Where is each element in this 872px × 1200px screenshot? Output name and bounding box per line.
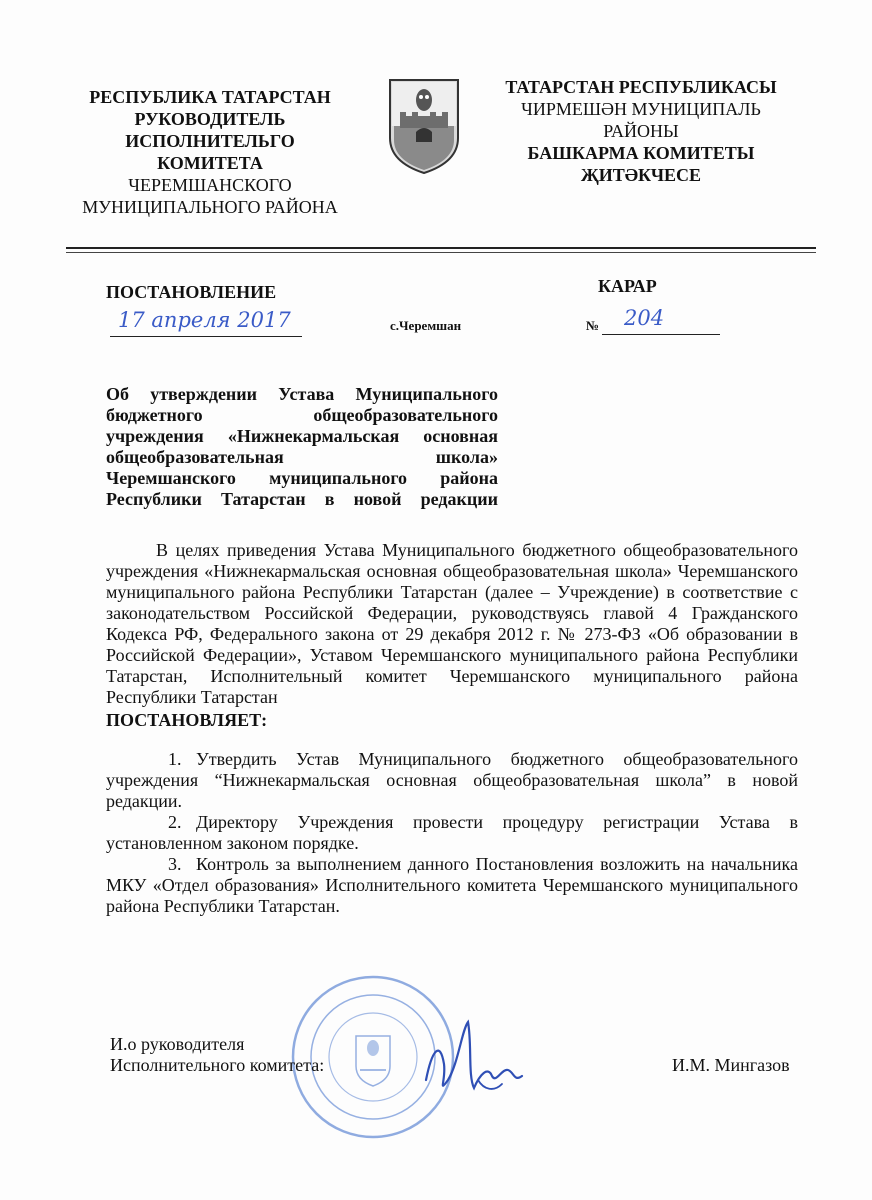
title-line: учреждения «Нижнекармальская основная — [106, 426, 498, 446]
document-body — [106, 540, 798, 917]
list-item-text: Директору Учреждения провести процедуру регистрации Устава в установленном законом порядке. — [106, 812, 798, 853]
date-field — [110, 308, 302, 337]
header-divider — [66, 247, 816, 249]
list-item — [106, 854, 798, 917]
date-handwritten: 17 апреля 2017 — [118, 308, 291, 332]
header-left-line: ИСПОЛНИТЕЛЬГО — [125, 131, 295, 151]
header-left — [60, 86, 360, 218]
coat-of-arms-icon — [386, 76, 462, 176]
number-handwritten: 204 — [624, 306, 665, 330]
header-right-line: ҖИТӘКЧЕСЕ — [580, 165, 702, 185]
header-right-line: ЧИРМЕШӘН МУНИЦИПАЛЬ — [521, 99, 761, 119]
document-title — [106, 384, 498, 510]
title-line: Республики Татарстан в новой редакции — [106, 489, 498, 509]
number-prefix: № — [586, 318, 600, 333]
list-item-number: 1. — [168, 749, 182, 769]
signature-mark — [418, 1010, 528, 1110]
place: с.Черемшан — [390, 318, 462, 333]
intro-paragraph: В целях приведения Устава Муниципального бюджетного общеобразовательного учреждения «Нижнекармальская основная общеобразовательная школа» Черемшанского муниципального района Республики Татарстан (далее – Учреждение) в соответствие с законодательством Российской Федерации, руководствуясь главой 4 Гражданского Кодекса РФ, Федерального закона от 29 декабря 2012 г. № 273-ФЗ «Об образовании в Российской Федерации», Уставом Черемшанского муниципального района Республики Татарстан, Исполнительный комитет Черемшанского муниципального района Республики Татарстан — [106, 540, 798, 707]
list-item-number: 2. — [168, 812, 182, 832]
list-item — [106, 812, 798, 854]
header-right-line: РАЙОНЫ — [603, 121, 679, 141]
header-left-line: МУНИЦИПАЛЬНОГО РАЙОНА — [82, 197, 338, 217]
list-item — [106, 749, 798, 812]
list-item-text: Утвердить Устав Муниципального бюджетного общеобразовательного учреждения “Нижнекармальская основная общеобразовательная школа” в новой редакции. — [106, 749, 798, 811]
title-line: Об утверждении Устава Муниципального — [106, 384, 498, 404]
signatory-position-line: Исполнительного комитета: — [110, 1055, 325, 1075]
signatory-position-line: И.о руководителя — [110, 1034, 245, 1054]
doc-kind-tt: КАРАР — [598, 276, 657, 296]
header-right-line: БАШКАРМА КОМИТЕТЫ — [527, 143, 755, 163]
signatory-position — [110, 1034, 324, 1076]
header-left-line: КОМИТЕТА — [157, 153, 263, 173]
list-item-number: 3. — [168, 854, 182, 874]
header-right-line: ТАТАРСТАН РЕСПУБЛИКАСЫ — [505, 77, 777, 97]
resolves-heading: ПОСТАНОВЛЯЕТ: — [106, 710, 268, 730]
header-left-line: РЕСПУБЛИКА ТАТАРСТАН — [89, 87, 331, 107]
header-left-line: ЧЕРЕМШАНСКОГО — [128, 175, 292, 195]
title-line: общеобразовательная школа» — [106, 447, 498, 467]
title-line: бюджетного общеобразовательного — [106, 405, 498, 425]
list-item-text: Контроль за выполнением данного Постановления возложить на начальника МКУ «Отдел образования» Исполнительного комитета Черемшанского муниципального района Республики Татарстан. — [106, 854, 798, 916]
header-right — [486, 76, 796, 186]
number-field — [586, 306, 720, 336]
title-line: Черемшанского муниципального района — [106, 468, 498, 488]
signatory-name: И.М. Мингазов — [672, 1055, 790, 1075]
header-divider-thin — [66, 252, 816, 253]
doc-kind-ru: ПОСТАНОВЛЕНИЕ — [106, 282, 277, 302]
header-left-line: РУКОВОДИТЕЛЬ — [134, 109, 286, 129]
